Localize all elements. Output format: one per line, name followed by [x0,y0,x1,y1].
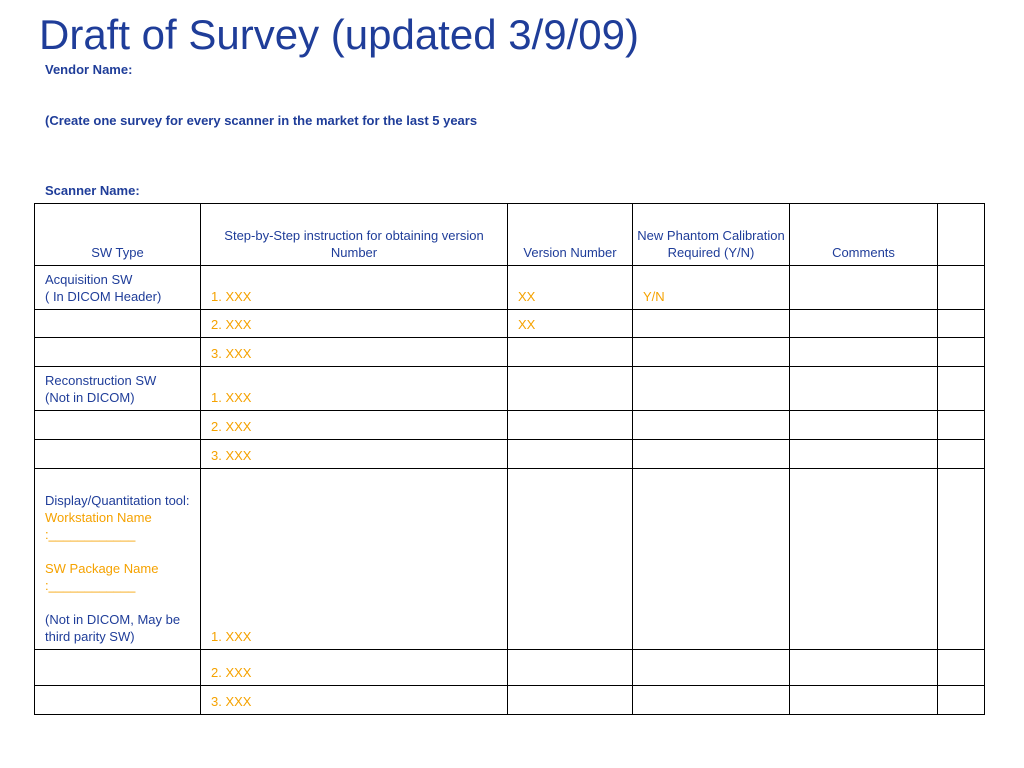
sw-type-cell [35,411,201,440]
instruction-step: 2. XXX [201,650,508,686]
table-row [35,469,985,650]
survey-table [34,203,985,715]
comments-cell [790,338,938,367]
comments-cell [790,440,938,469]
comments-cell [790,469,938,650]
table-row [35,310,985,338]
version-number-cell [508,686,633,715]
phantom-cell [633,650,790,686]
version-number-cell [508,469,633,650]
extra-cell [938,440,985,469]
table-row [35,266,985,310]
table-row [35,411,985,440]
extra-cell [938,310,985,338]
table-row [35,440,985,469]
scanner-name-label: Scanner Name: [45,183,140,198]
phantom-cell [633,686,790,715]
version-number-cell [508,367,633,411]
header-version-number: Version Number [508,204,633,266]
phantom-cell [633,310,790,338]
version-number-cell [508,411,633,440]
page-title: Draft of Survey (updated 3/9/09) [39,11,639,58]
extra-cell [938,338,985,367]
phantom-cell [633,411,790,440]
phantom-cell [633,338,790,367]
table-row [35,338,985,367]
instruction-step: 3. XXX [201,686,508,715]
table-row [35,650,985,686]
extra-cell [938,650,985,686]
header-sw-type: SW Type [35,204,201,266]
header-instruction: Step-by-Step instruction for obtaining version Number [201,204,508,266]
instruction-step: 2. XXX [201,411,508,440]
extra-cell [938,411,985,440]
phantom-cell [633,367,790,411]
comments-cell [790,686,938,715]
sw-type-cell [35,338,201,367]
version-number-cell: XX [508,310,633,338]
sw-type-reconstruction [35,367,201,411]
extra-cell [938,469,985,650]
instruction-step: 3. XXX [201,338,508,367]
instruction-step: 1. XXX [201,469,508,650]
version-number-cell [508,338,633,367]
table-header-row [35,204,985,266]
version-number-cell: XX [508,266,633,310]
extra-cell [938,367,985,411]
instruction-step: 2. XXX [201,310,508,338]
table-row [35,686,985,715]
sw-type-sublabel: (Not in DICOM) [45,390,135,405]
sw-type-label: Reconstruction SW [45,373,157,388]
sw-type-cell [35,310,201,338]
survey-instruction-note: (Create one survey for every scanner in the market for the last 5 years [45,113,478,128]
sw-type-acquisition [35,266,201,310]
comments-cell [790,266,938,310]
sw-type-cell [35,440,201,469]
comments-cell [790,411,938,440]
vendor-name-label: Vendor Name: [45,62,133,77]
header-phantom-calibration: New Phantom Calibration Required (Y/N) [633,204,790,266]
phantom-cell [633,469,790,650]
version-number-cell [508,440,633,469]
instruction-step: 1. XXX [201,367,508,411]
sw-package-name-field: SW Package Name :____________ [45,561,159,593]
header-extra [938,204,985,266]
sw-type-display [35,469,201,650]
instruction-step: 3. XXX [201,440,508,469]
header-comments: Comments [790,204,938,266]
sw-type-cell [35,686,201,715]
sw-type-cell [35,650,201,686]
extra-cell [938,686,985,715]
comments-cell [790,367,938,411]
version-number-cell [508,650,633,686]
phantom-cell: Y/N [633,266,790,310]
workstation-name-field: Workstation Name :____________ [45,510,152,542]
extra-cell [938,266,985,310]
comments-cell [790,310,938,338]
table-row [35,367,985,411]
sw-type-label: Acquisition SW [45,272,133,287]
sw-type-sublabel: ( In DICOM Header) [45,289,162,304]
comments-cell [790,650,938,686]
phantom-cell [633,440,790,469]
sw-type-label: Display/Quantitation tool: [45,493,190,508]
sw-type-sublabel: (Not in DICOM, May be third parity SW) [45,612,181,644]
instruction-step: 1. XXX [201,266,508,310]
